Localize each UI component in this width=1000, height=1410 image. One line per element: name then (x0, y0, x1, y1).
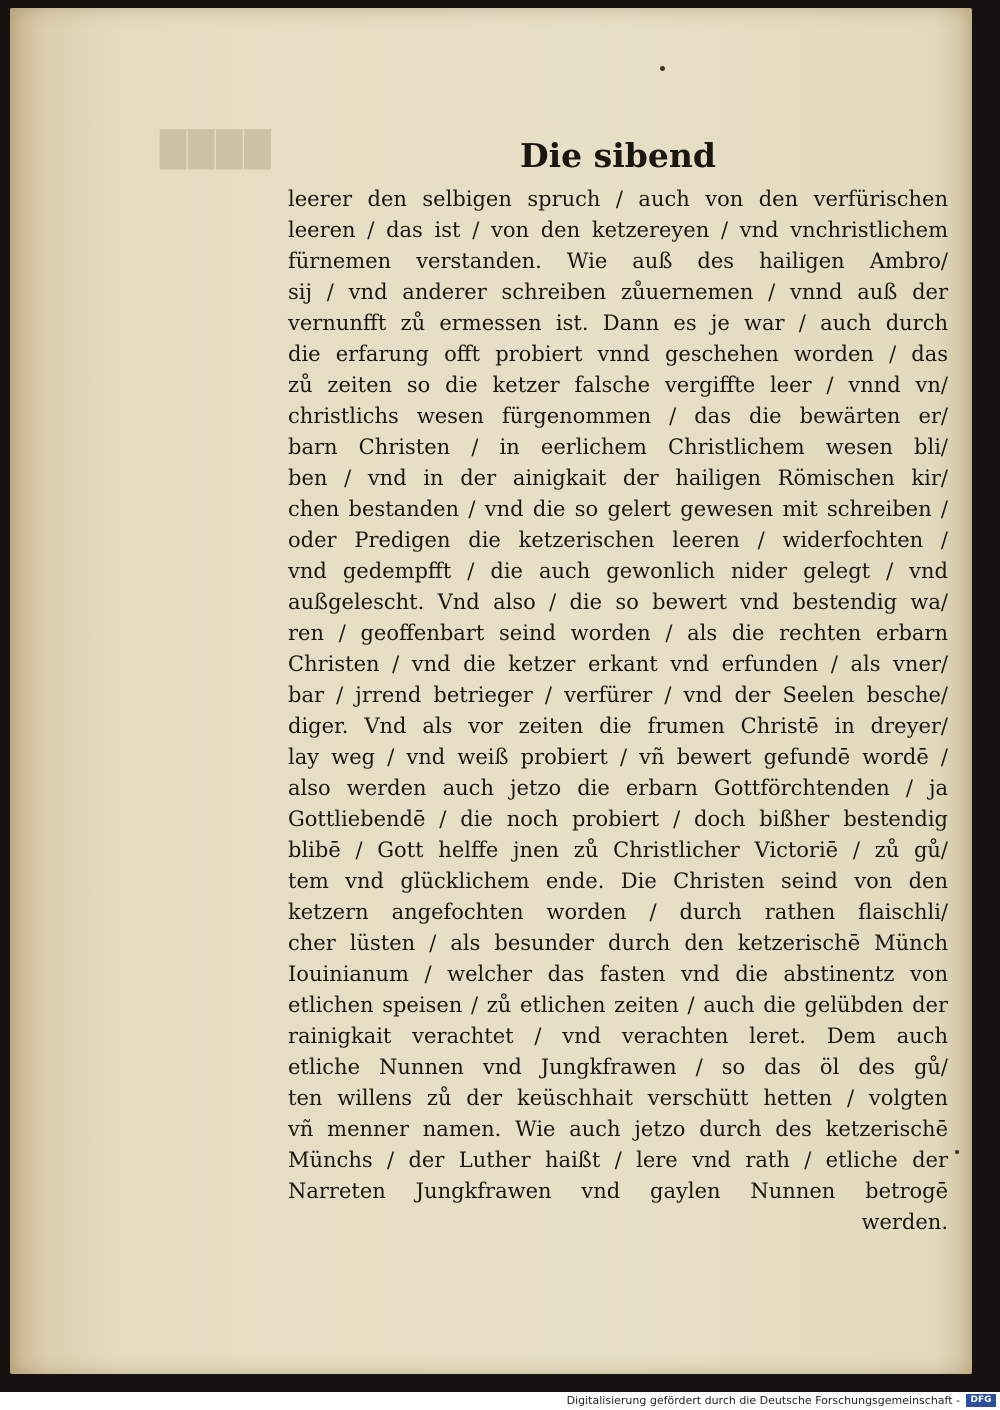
text-line: lay weg / vnd weiß probiert / vñ bewert gefundē wordē / (288, 745, 948, 769)
text-line: Christen / vnd die ketzer erkant vnd erfunden / als vner/ (288, 652, 948, 676)
dfg-logo: DFG (966, 1394, 996, 1407)
text-line: Münchs / der Luther haißt / lere vnd rath / etliche der (288, 1148, 948, 1172)
text-line: leerer den selbigen spruch / auch von den verfürischen (288, 187, 948, 211)
ink-spot (955, 1150, 959, 1154)
scanned-page (10, 8, 972, 1374)
text-line: diger. Vnd als vor zeiten die frumen Christē in dreyer/ (288, 714, 948, 738)
text-line: etlichen speisen / zů etlichen zeiten / auch die gelübden der (288, 993, 948, 1017)
text-line: oder Predigen die ketzerischen leeren / widerfochten / (288, 528, 948, 552)
text-line: chen bestanden / vnd die so gelert gewesen mit schreiben / (288, 497, 948, 521)
text-line: vernunfft zů ermessen ist. Dann es je war / auch durch (288, 311, 948, 335)
text-line: cher lüsten / als besunder durch den ketzerischē Münch (288, 931, 948, 955)
text-line: etliche Nunnen vnd Jungkfrawen / so das öl des gů/ (288, 1055, 948, 1079)
show-through-mark: ████ (160, 130, 273, 170)
text-line: werden. (861, 1210, 948, 1234)
text-line: ben / vnd in der ainigkait der hailigen Römischen kir/ (288, 466, 948, 490)
text-line: Iouinianum / welcher das fasten vnd die abstinentz von (288, 962, 948, 986)
funding-credit: Digitalisierung gefördert durch die Deutsche Forschungsgemeinschaft - (566, 1394, 960, 1407)
text-line: die erfarung offt probiert vnnd geschehen worden / das (288, 342, 948, 366)
page-heading: Die sibend (520, 136, 716, 175)
footer-bar (0, 1392, 1000, 1410)
text-line: sij / vnd anderer schreiben zůuernemen / vnnd auß der (288, 280, 948, 304)
text-line: Narreten Jungkfrawen vnd gaylen Nunnen betrogē (288, 1179, 948, 1203)
text-line: zů zeiten so die ketzer falsche vergiffte leer / vnnd vn/ (288, 373, 948, 397)
text-line: bar / jrrend betrieger / verfürer / vnd der Seelen besche/ (288, 683, 948, 707)
text-line: ketzern angefochten worden / durch rathen flaischli/ (288, 900, 948, 924)
text-line: blibē / Gott helffe jnen zů Christlicher Victoriē / zů gů/ (288, 838, 948, 862)
text-line: fürnemen verstanden. Wie auß des hailigen Ambro/ (288, 249, 948, 273)
body-text (288, 184, 948, 1238)
text-line: außgelescht. Vnd also / die so bewert vnd bestendig wa/ (288, 590, 948, 614)
text-line: tem vnd glücklichem ende. Die Christen seind von den (288, 869, 948, 893)
text-line: barn Christen / in eerlichem Christlichem wesen bli/ (288, 435, 948, 459)
text-line: also werden auch jetzo die erbarn Gottförchtenden / ja (288, 776, 948, 800)
text-line: ren / geoffenbart seind worden / als die rechten erbarn (288, 621, 948, 645)
text-line: ten willens zů der keüschhait verschütt hetten / volgten (288, 1086, 948, 1110)
ink-spot (660, 66, 665, 71)
text-line: christlichs wesen fürgenommen / das die bewärten er/ (288, 404, 948, 428)
text-line: Gottliebendē / die noch probiert / doch bißher bestendig (288, 807, 948, 831)
text-line: vñ menner namen. Wie auch jetzo durch des ketzerischē (288, 1117, 948, 1141)
text-line: rainigkait verachtet / vnd verachten leret. Dem auch (288, 1024, 948, 1048)
text-line: leeren / das ist / von den ketzereyen / vnd vnchristlichem (288, 218, 948, 242)
text-line: vnd gedempfft / die auch gewonlich nider gelegt / vnd (288, 559, 948, 583)
